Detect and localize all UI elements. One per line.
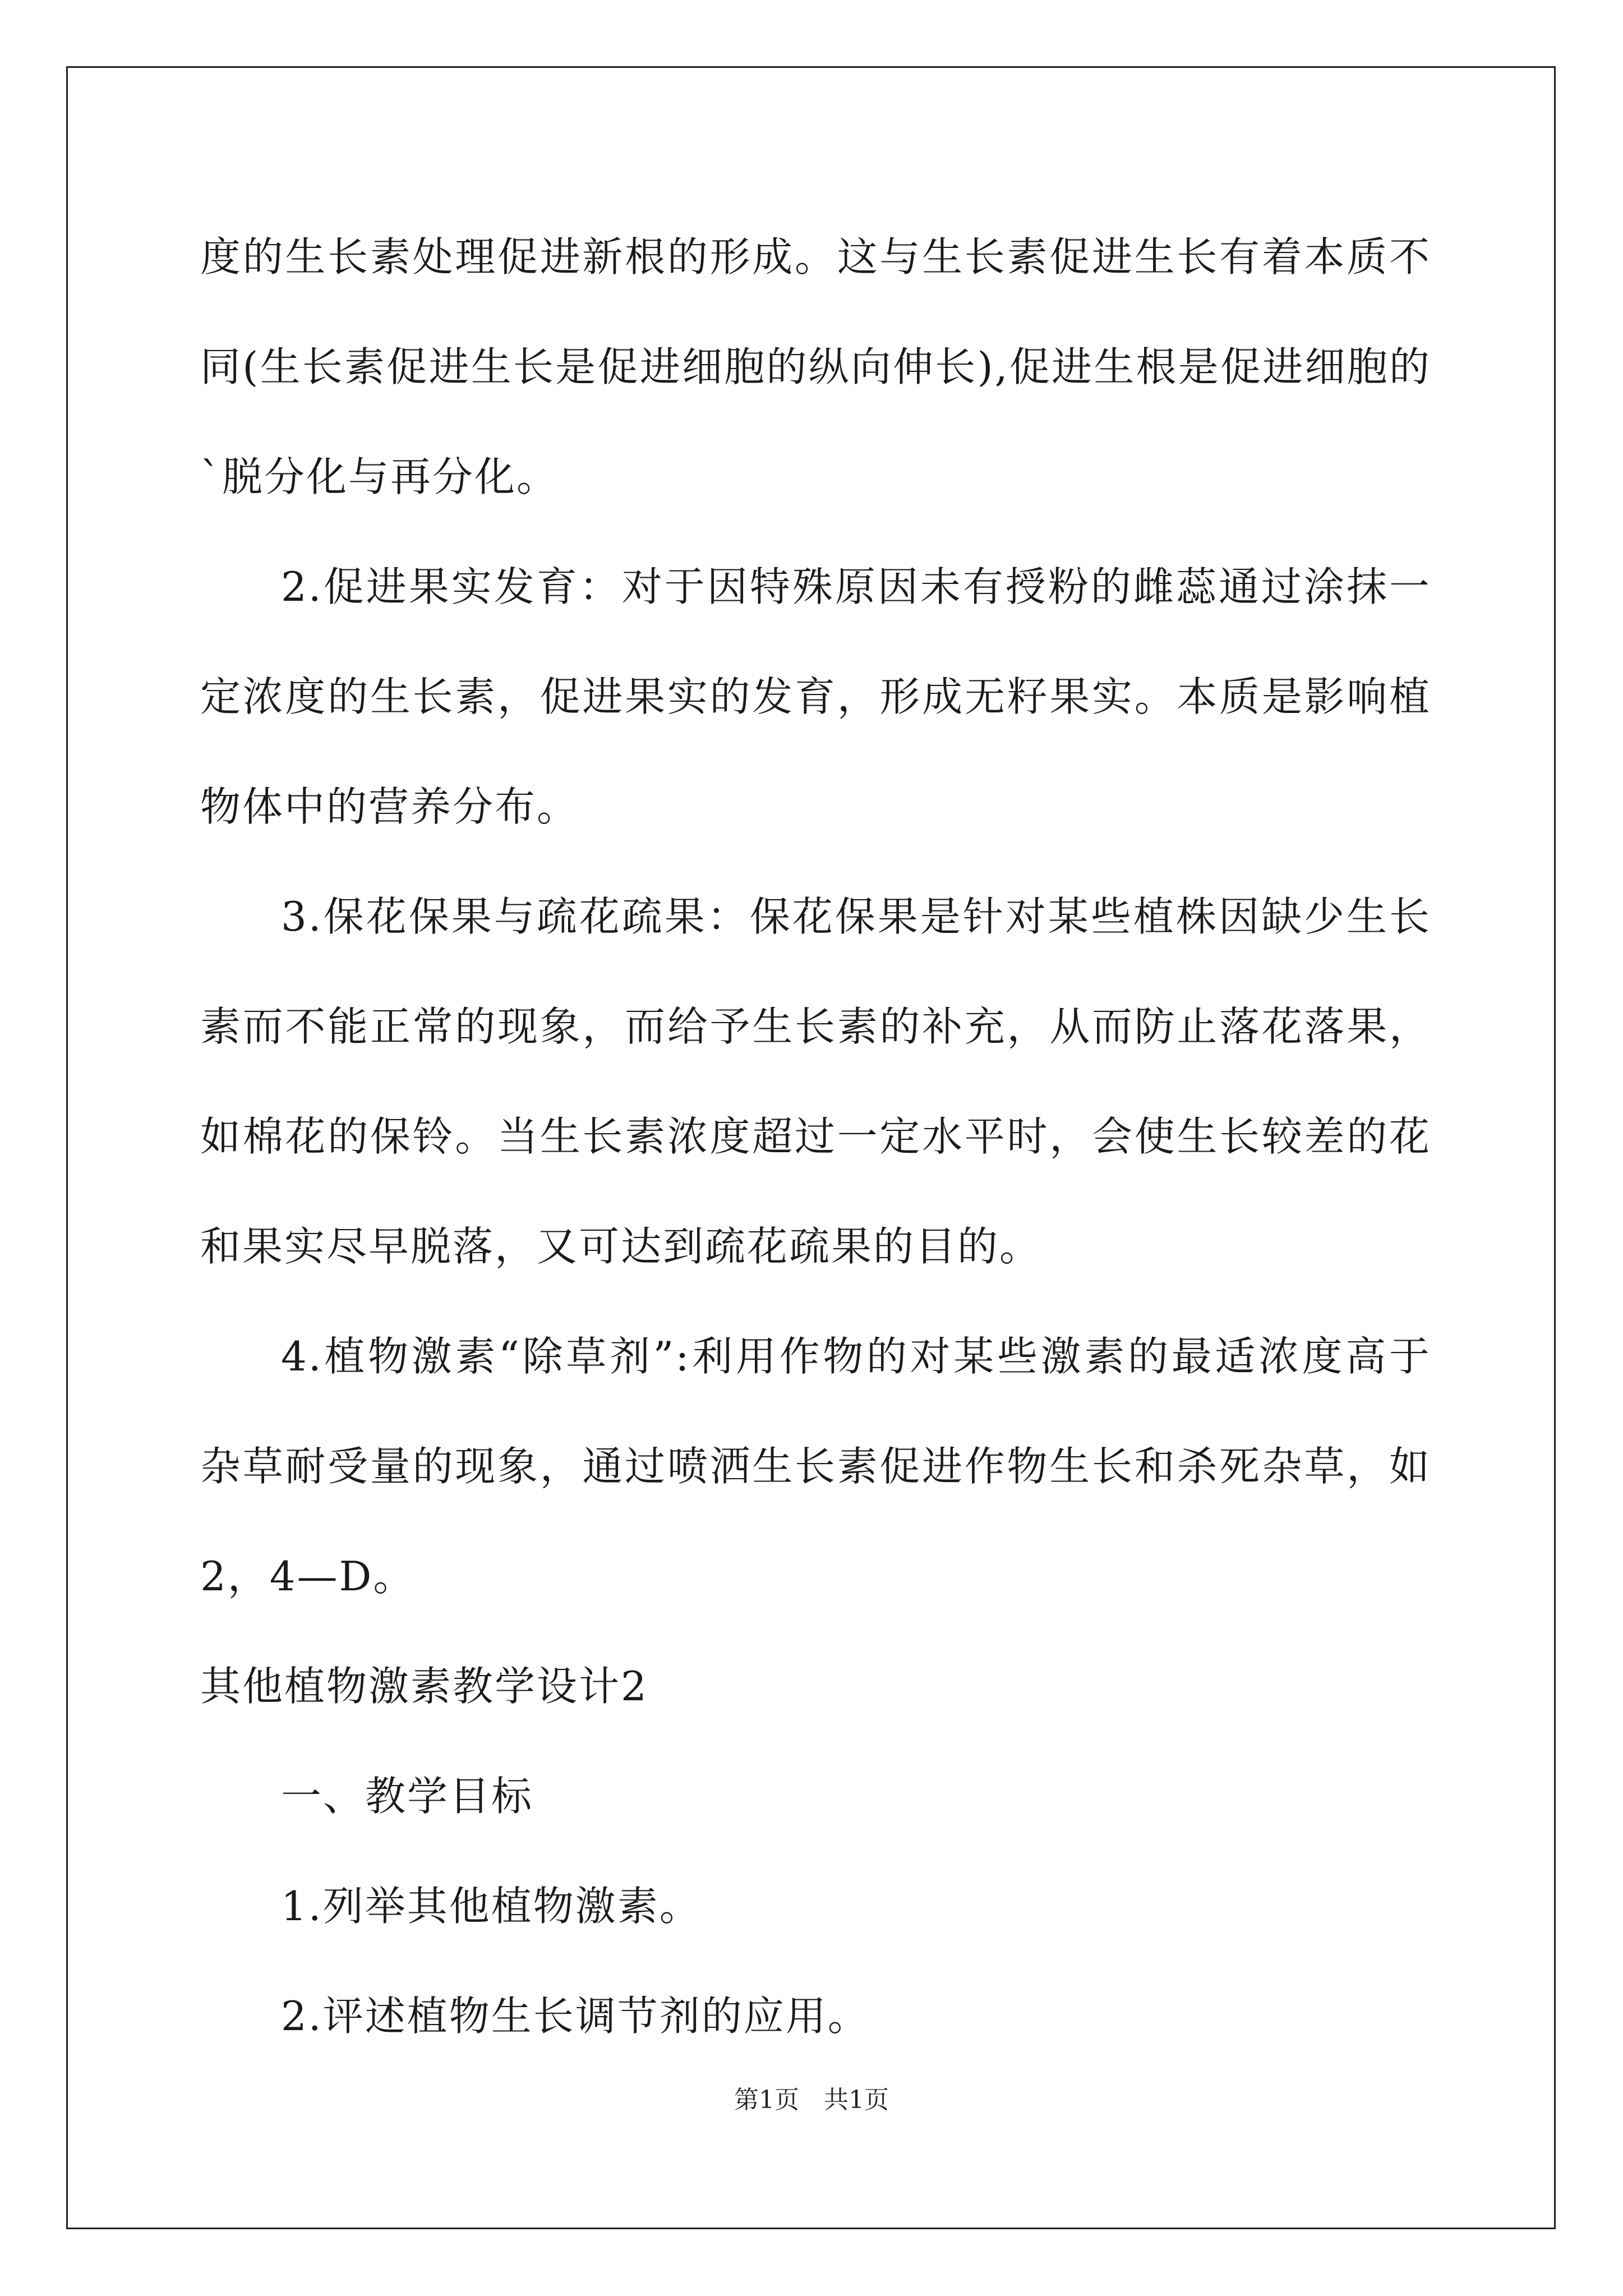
paragraph: 2.促进果实发育：对于因特殊原因未有授粉的雌蕊通过涂抹一定浓度的生长素，促进果实的发育，形成无籽果实。本质是影响植物体中的营养分布。 <box>200 563 1431 830</box>
section-heading: 一、教学目标 <box>281 1773 534 1820</box>
section-title: 其他植物激素教学设计2 <box>200 1663 648 1710</box>
list-item: 2.评述植物生长调节剂的应用。 <box>281 1993 870 2040</box>
document-body <box>200 202 1431 2071</box>
paragraph: 3.保花保果与疏花疏果：保花保果是针对某些植株因缺少生长素而不能正常的现象，而给予生长素的补充，从而防止落花落果，如棉花的保铃。当生长素浓度超过一定水平时，会使生长较差的花和果实尽早脱落，又可达到疏花疏果的目的。 <box>200 893 1431 1270</box>
list-item: 1.列举其他植物激素。 <box>281 1883 702 1930</box>
page-number-footer: 第1页 共1页 <box>734 2086 889 2114</box>
paragraph: 度的生长素处理促进新根的形成。这与生长素促进生长有着本质不同(生长素促进生长是促进细胞的纵向伸长),促进生根是促进细胞的`脱分化与再分化。 <box>200 233 1431 500</box>
paragraph: 4.植物激素“除草剂”:利用作物的对某些激素的最适浓度高于杂草耐受量的现象，通过喷洒生长素促进作物生长和杀死杂草，如2，4—D。 <box>200 1333 1431 1600</box>
